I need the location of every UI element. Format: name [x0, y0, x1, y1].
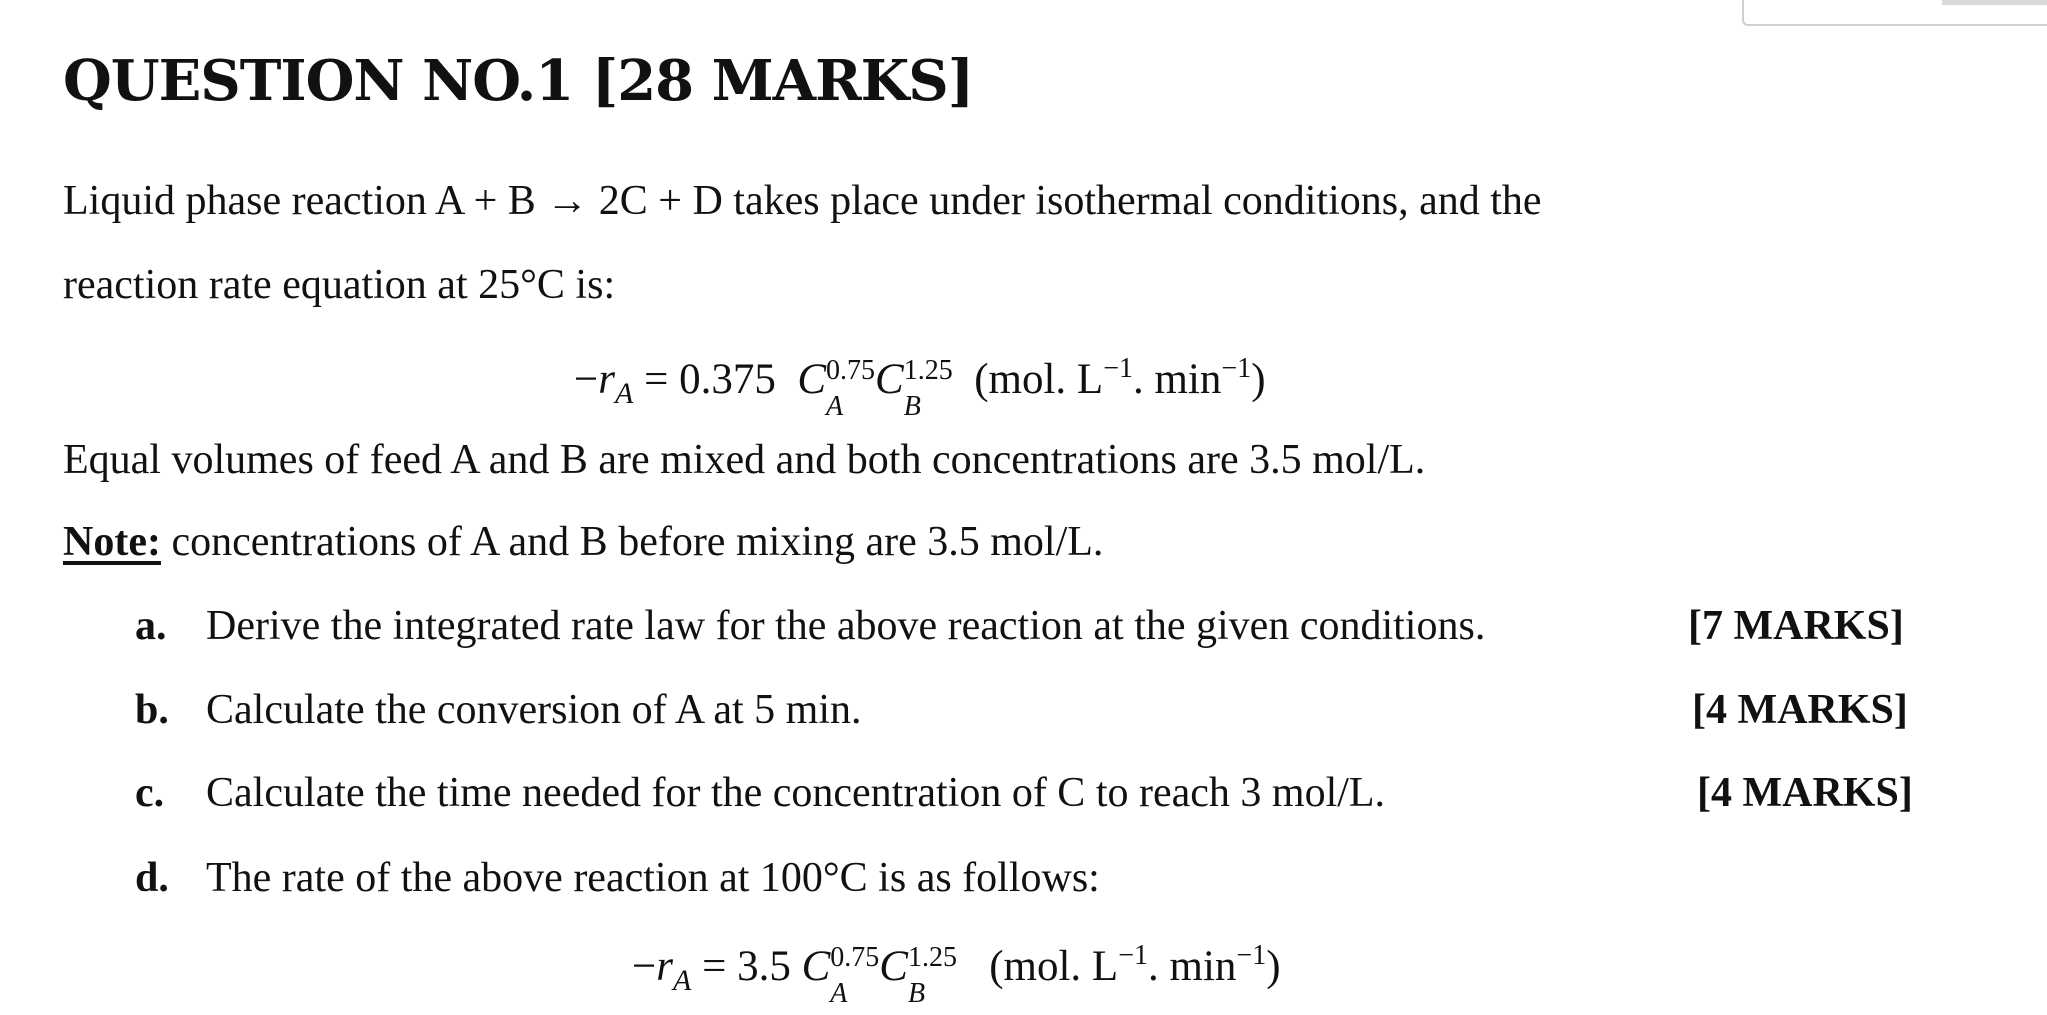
- eq1-r-subscript: A: [615, 377, 634, 410]
- note-label: Note:: [63, 519, 161, 565]
- eq1-ca-symbol: C: [797, 356, 827, 403]
- item-d-letter: d.: [135, 855, 169, 901]
- eq1-unit-mid: . min: [1133, 356, 1222, 403]
- feed-statement: Equal volumes of feed A and B are mixed and both concentrations are 3.5 mol/L.: [63, 437, 1426, 483]
- item-b-letter: b.: [135, 687, 169, 733]
- eq1-ca-subscript: A: [826, 391, 844, 422]
- eq1-unit-close: ): [1251, 356, 1266, 403]
- rate-equation-100c: [632, 939, 1281, 1009]
- item-a-marks: [7 MARKS]: [1688, 603, 1904, 649]
- eq1-r: r: [598, 356, 615, 403]
- eq1-unit-exp1: −1: [1103, 353, 1133, 384]
- eq1-equals: =: [644, 356, 669, 403]
- top-right-scroll-strip: [1942, 0, 2047, 5]
- eq2-equals: =: [702, 943, 727, 990]
- eq2-unit-close: ): [1266, 943, 1281, 990]
- eq2-ca-symbol: C: [801, 943, 831, 990]
- eq2-ca-subscript: A: [830, 978, 848, 1009]
- item-c-marks: [4 MARKS]: [1697, 770, 1913, 816]
- eq2-ca-exponent: 0.75: [830, 942, 880, 973]
- item-d-text: The rate of the above reaction at 100°C is as follows:: [206, 855, 1100, 901]
- eq1-cb-symbol: C: [875, 356, 904, 403]
- eq2-cb-symbol: C: [879, 943, 908, 990]
- intro-line-1: Liquid phase reaction A + B → 2C + D takes place under isothermal conditions, and the: [63, 178, 1542, 224]
- item-a-text: Derive the integrated rate law for the above reaction at the given conditions.: [206, 603, 1486, 649]
- intro-line-2: reaction rate equation at 25°C is:: [63, 262, 616, 308]
- eq2-cb-subscript: B: [907, 978, 926, 1009]
- note-text: concentrations of A and B before mixing are 3.5 mol/L.: [160, 519, 1104, 565]
- eq2-unit-open: (mol. L: [989, 943, 1119, 990]
- item-c-letter: c.: [135, 770, 165, 816]
- eq2-unit-mid: . min: [1148, 943, 1237, 990]
- eq1-unit-exp2: −1: [1221, 353, 1252, 384]
- question-title: QUESTION NO.1 [28 MARKS]: [63, 48, 974, 114]
- eq2-minus: −: [632, 943, 657, 990]
- eq2-r: r: [656, 943, 673, 990]
- eq2-cb-exponent: 1.25: [907, 942, 957, 973]
- eq2-unit-exp2: −1: [1236, 940, 1267, 971]
- eq2-unit-exp1: −1: [1118, 940, 1148, 971]
- item-b-text: Calculate the conversion of A at 5 min.: [206, 687, 862, 733]
- item-c-text: Calculate the time needed for the concentration of C to reach 3 mol/L.: [206, 770, 1386, 816]
- eq1-ca-exponent: 0.75: [826, 355, 876, 386]
- item-a-letter: a.: [135, 603, 167, 649]
- eq2-coefficient: 3.5: [737, 943, 791, 990]
- note-line: [63, 517, 1103, 567]
- item-b-marks: [4 MARKS]: [1692, 687, 1908, 733]
- eq1-minus: −: [574, 356, 599, 403]
- eq1-unit-open: (mol. L: [974, 356, 1104, 403]
- eq1-cb-exponent: 1.25: [903, 355, 953, 386]
- eq1-coefficient: 0.375: [679, 356, 776, 403]
- rate-equation-25c: [574, 352, 1266, 422]
- eq2-r-subscript: A: [673, 964, 692, 997]
- eq1-cb-subscript: B: [903, 391, 921, 422]
